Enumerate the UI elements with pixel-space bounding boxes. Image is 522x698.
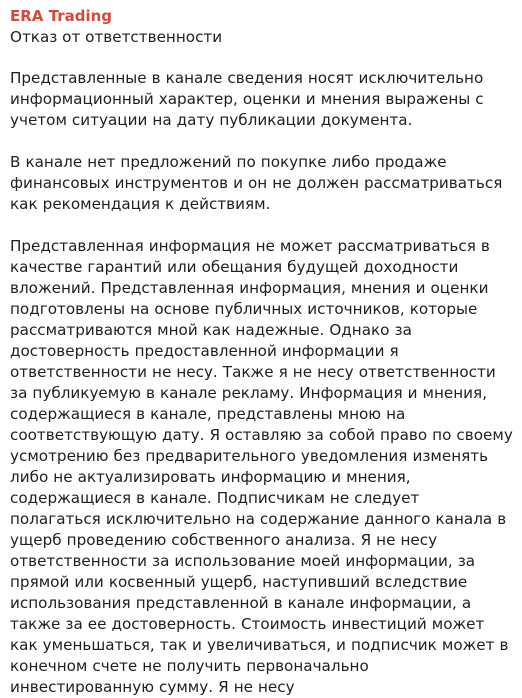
- channel-name[interactable]: ERA Trading: [10, 7, 113, 25]
- message-paragraph-3: Представленная информация не может рассматриваться в качестве гарантий или обещания будущей доходности вложений. Представленная информация, мнения и оценки подготовлены на основе публичных источников, которые рассматриваются мной как надежные. Однако за достоверность предоставленной информации я ответственности не несу. Также я не несу ответственности за публикуемую в канале рекламу. Информация и мнения, содержащиеся в канале, представлены мною на соответствующую дату. Я оставляю за собой право по своему усмотрению без предварительного уведомления изменять либо не актуализировать информацию и мнения, содержащиеся в канале. Подписчикам не следует полагаться исключительно на содержание данного канала в ущерб проведению собственного анализа. Я не несу ответственности за использование моей информации, за прямой или косвенный ущерб, наступивший вследствие использования представленной в канале информации, а также за ее достоверность. Стоимость инвестиций может как уменьшаться, так и увеличиваться, и подписчик может в конечном счете не получить первоначально инвестированную сумму. Я не несу: [10, 237, 513, 696]
- message-paragraph-1: Представленные в канале сведения носят исключительно информационный характер, оценки и мнения выражены с учетом ситуации на дату публикации документа.: [10, 69, 484, 129]
- message-paragraph-2: В канале нет предложений по покупке либо продаже финансовых инструментов и он не должен рассматриваться как рекомендация к действиям.: [10, 153, 503, 213]
- message-subtitle: Отказ от ответственности: [10, 28, 223, 46]
